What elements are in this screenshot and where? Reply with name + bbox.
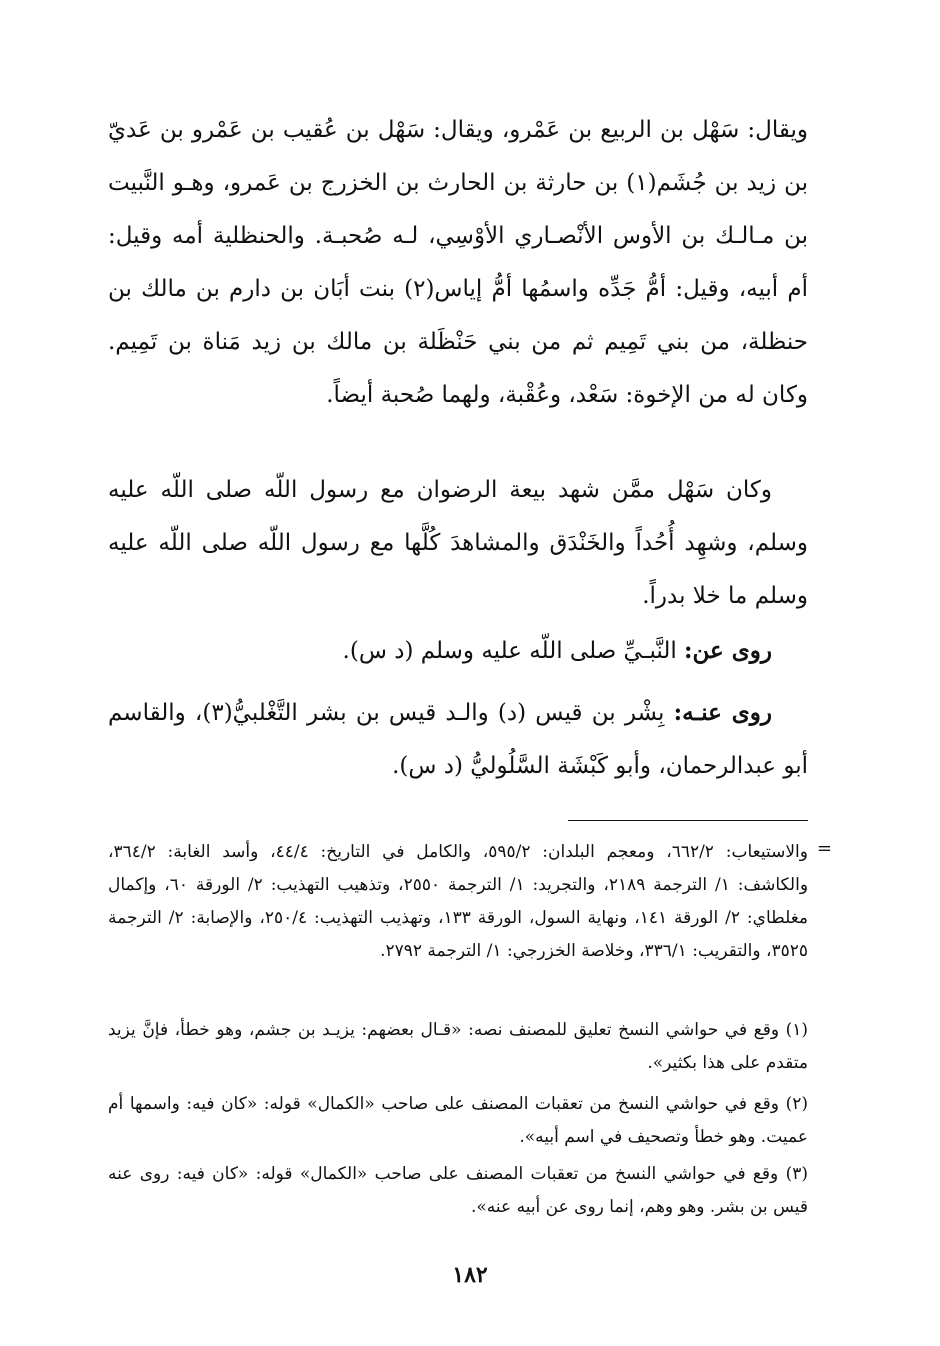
narrated-by-text: بِشْر بن قيس (د) والـد قيس بن بشر التَّغْلبيُّ(٣)، والقاسم أبو عبدالرحمان، وأبو كَبْشَة السَّلُوليُّ (د س). (108, 700, 808, 779)
biography-paragraph (108, 104, 808, 422)
narrated-by-label: روى عنـه: (673, 699, 773, 726)
footnote-continuation (108, 836, 808, 968)
continuation-mark: = (816, 838, 832, 859)
footnote-continuation-text: والاستيعاب: ٦٦٢/٢، ومعجم البلدان: ٥٩٥/٢، والكامل في التاريخ: ٤٤/٤، وأسد الغابة: ٣٦٤/٢، والكاشف: ١/ الترجمة ٢١٨٩، والتجريد: ١/ الترجمة ٢٥٥٠، وتذهيب التهذيب: ٢/ الورقة ٦٠، وإكمال مغلطاي: ٢/ الورقة ١٤١، ونهاية السول، الورقة ١٣٣، وتهذيب التهذيب: ٢٥٠/٤، والإصابة: ٢/ الترجمة ٣٥٢٥، والتقريب: ٣٣٦/١، وخلاصة الخزرجي: ١/ الترجمة ٢٧٩٢. (108, 842, 809, 961)
footnote-1 (108, 1014, 808, 1080)
bayah-paragraph (108, 464, 808, 623)
narrated-by-paragraph (108, 686, 808, 793)
footnote-2 (108, 1088, 808, 1154)
footnote-2-text: (٢) وقع في حواشي النسخ من تعقبات المصنف على صاحب «الكمال» قوله: «كان فيه: واسمها أم عميت. وهو خطأ وتصحيف في اسم أبيه». (108, 1094, 808, 1147)
footnote-1-text: (١) وقع في حواشي النسخ تعليق للمصنف نصه: «قـال بعضهم: يزيـد بن جشم، وهو خطأ، فإنَّ يزيد متقدم على هذا بكثير». (108, 1020, 808, 1073)
footnote-separator (568, 820, 808, 821)
narrated-from-text: النَّبـيِّ صلى اللّه عليه وسلم (د س). (342, 638, 677, 664)
page-number: ١٨٢ (452, 1262, 488, 1288)
narrated-from-line (108, 624, 808, 678)
narrated-from-label: روى عن: (684, 637, 772, 664)
footnote-3 (108, 1158, 808, 1224)
footnote-3-text: (٣) وقع في حواشي النسخ من تعقبات المصنف على صاحب «الكمال» قوله: «كان فيه: روى عنه قيس بن بشر. وهو وهم، إنما روى عن أبيه عنه». (108, 1164, 808, 1217)
biography-text: ويقال: سَهْل بن الربيع بن عَمْرو، ويقال: سَهْل بن عُقيب بن عَمْرو بن عَديّ بن زيد بن جُشَم(١) بن حارثة بن الحارث بن الخزرج بن عَمرو، وهـو النَّبيت بن مـالـك بن الأوس الأنْصـاري الأوْسِي، لـه صُحبـة. والحنظلية أمه وقيل: أم أبيه، وقيل: أمُّ جَدِّه واسمُها أمُّ إياس(٢) بنت أبَان بن دارم بن مالك بن حنظلة، من بني تَمِيم ثم من بني حَنْظَلة بن مالك بن زيد مَناة بن تَمِيم. وكان له من الإخوة: سَعْد، وعُقْبة، ولهما صُحبة أيضاً. (108, 117, 808, 408)
bayah-text: وكان سَهْل ممَّن شهد بيعة الرضوان مع رسول اللّه صلى اللّه عليه وسلم، وشهِد أُحُداً والخَنْدَق والمشاهدَ كُلَّها مع رسول اللّه صلى اللّه عليه وسلم ما خلا بدراً. (108, 477, 808, 609)
